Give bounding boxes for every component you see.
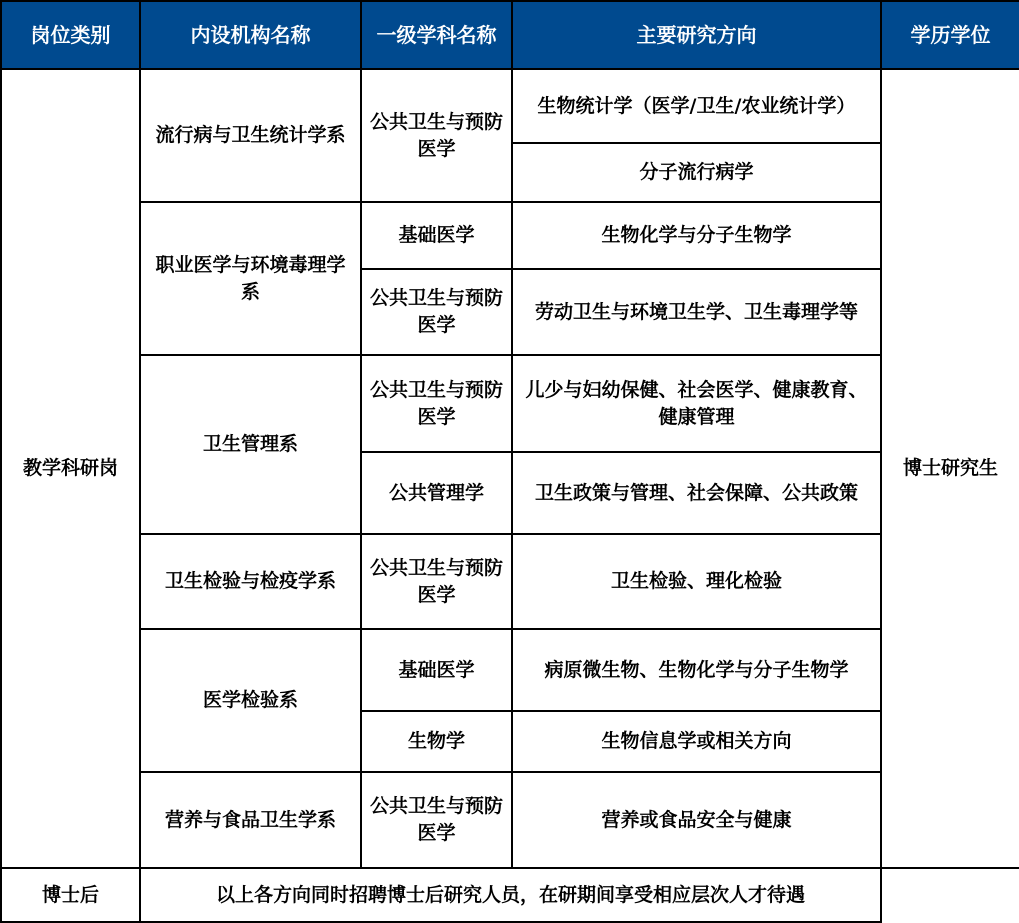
postdoc-row	[1, 868, 1019, 922]
discipline-cell: 公共卫生与预防医学	[361, 772, 512, 868]
direction-cell: 生物统计学（医学/卫生/农业统计学）	[512, 69, 881, 143]
table-row	[1, 69, 1019, 143]
header-department: 内设机构名称	[140, 1, 361, 69]
direction-cell: 劳动卫生与环境卫生学、卫生毒理学等	[512, 269, 881, 355]
direction-cell: 儿少与妇幼保健、社会医学、健康教育、 健康管理	[512, 355, 881, 452]
department-cell: 医学检验系	[140, 629, 361, 772]
discipline-cell: 基础医学	[361, 202, 512, 269]
direction-cell: 生物化学与分子生物学	[512, 202, 881, 269]
table-row	[1, 202, 1019, 269]
table-row	[1, 772, 1019, 868]
discipline-cell: 公共卫生与预防医学	[361, 69, 512, 202]
discipline-cell: 公共卫生与预防医学	[361, 534, 512, 629]
postdoc-label-cell: 博士后	[1, 868, 140, 922]
header-discipline: 一级学科名称	[361, 1, 512, 69]
header-row	[1, 1, 1019, 69]
direction-cell: 卫生检验、理化检验	[512, 534, 881, 629]
post-category-cell: 教学科研岗	[1, 69, 140, 868]
table-row	[1, 534, 1019, 629]
postdoc-note-cell: 以上各方向同时招聘博士后研究人员，在研期间享受相应层次人才待遇	[140, 868, 881, 922]
discipline-cell: 生物学	[361, 711, 512, 772]
discipline-cell: 基础医学	[361, 629, 512, 711]
header-degree: 学历学位	[881, 1, 1019, 69]
header-post-category: 岗位类别	[1, 1, 140, 69]
table-row	[1, 355, 1019, 452]
direction-cell: 病原微生物、生物化学与分子生物学	[512, 629, 881, 711]
direction-cell: 分子流行病学	[512, 143, 881, 202]
table-row	[1, 629, 1019, 711]
department-cell: 卫生管理系	[140, 355, 361, 534]
department-cell: 卫生检验与检疫学系	[140, 534, 361, 629]
discipline-cell: 公共卫生与预防医学	[361, 355, 512, 452]
department-cell: 职业医学与环境毒理学系	[140, 202, 361, 355]
department-cell: 流行病与卫生统计学系	[140, 69, 361, 202]
header-research-direction: 主要研究方向	[512, 1, 881, 69]
direction-cell: 生物信息学或相关方向	[512, 711, 881, 772]
direction-cell: 卫生政策与管理、社会保障、公共政策	[512, 452, 881, 534]
discipline-cell: 公共管理学	[361, 452, 512, 534]
direction-cell: 营养或食品安全与健康	[512, 772, 881, 868]
degree-cell: 博士研究生	[881, 69, 1019, 868]
department-cell: 营养与食品卫生学系	[140, 772, 361, 868]
discipline-cell: 公共卫生与预防医学	[361, 269, 512, 355]
